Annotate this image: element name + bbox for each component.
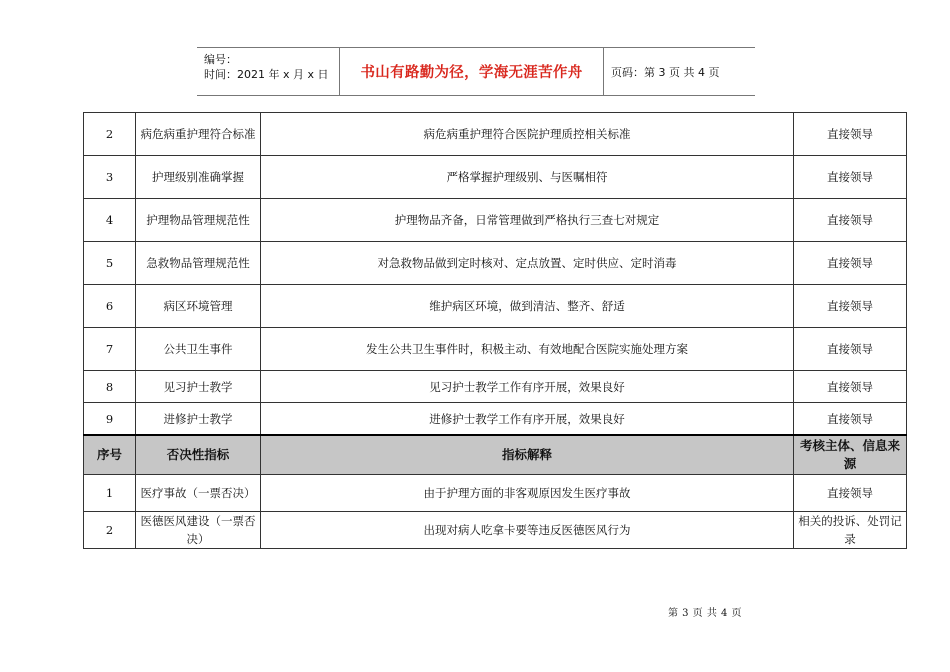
indicator-source: 直接领导	[794, 475, 907, 512]
indicator-name: 病区环境管理	[136, 285, 261, 328]
indicator-name: 公共卫生事件	[136, 328, 261, 371]
indicator-name: 急救物品管理规范性	[136, 242, 261, 285]
indicator-table	[83, 112, 907, 549]
indicator-source: 直接领导	[794, 156, 907, 199]
indicator-name: 护理级别准确掌握	[136, 156, 261, 199]
table-row	[84, 328, 907, 371]
row-number: 4	[84, 199, 136, 242]
indicator-explanation: 病危病重护理符合医院护理质控相关标准	[261, 113, 794, 156]
indicator-source: 直接领导	[794, 328, 907, 371]
indicator-explanation: 严格掌握护理级别、与医嘱相符	[261, 156, 794, 199]
header-name: 否决性指标	[136, 435, 261, 475]
table-row	[84, 403, 907, 436]
row-number: 1	[84, 475, 136, 512]
row-number: 9	[84, 403, 136, 436]
table-row	[84, 285, 907, 328]
time-label: 时间：2021 年 x 月 x 日	[204, 68, 329, 81]
table-row	[84, 512, 907, 549]
indicator-explanation: 见习护士教学工作有序开展，效果良好	[261, 371, 794, 403]
indicator-explanation: 护理物品齐备，日常管理做到严格执行三查七对规定	[261, 199, 794, 242]
row-number: 8	[84, 371, 136, 403]
indicator-source: 直接领导	[794, 285, 907, 328]
indicator-source: 直接领导	[794, 199, 907, 242]
header-no: 序号	[84, 435, 136, 475]
indicator-explanation: 维护病区环境，做到清洁、整齐、舒适	[261, 285, 794, 328]
indicator-name: 医德医风建设（一票否决）	[136, 512, 261, 549]
row-number: 5	[84, 242, 136, 285]
indicator-source: 直接领导	[794, 371, 907, 403]
page-footer	[0, 604, 950, 619]
header-motto: 书山有路勤为径，学海无涯苦作舟	[340, 48, 604, 95]
row-number: 2	[84, 113, 136, 156]
indicator-explanation: 发生公共卫生事件时，积极主动、有效地配合医院实施处理方案	[261, 328, 794, 371]
indicator-source: 相关的投诉、处罚记录	[794, 512, 907, 549]
table-row	[84, 242, 907, 285]
number-label: 编号：	[204, 53, 237, 66]
row-number: 2	[84, 512, 136, 549]
document-header	[197, 47, 755, 96]
indicator-source: 直接领导	[794, 242, 907, 285]
indicator-source: 直接领导	[794, 113, 907, 156]
header-page-info: 页码：第 3 页 共 4 页	[611, 65, 720, 79]
table-row	[84, 113, 907, 156]
indicator-name: 病危病重护理符合标准	[136, 113, 261, 156]
indicator-name: 护理物品管理规范性	[136, 199, 261, 242]
footer-page-number: 第 3 页 共 4 页	[667, 608, 743, 619]
row-number: 6	[84, 285, 136, 328]
indicator-name: 医疗事故（一票否决）	[136, 475, 261, 512]
indicator-explanation: 出现对病人吃拿卡要等违反医德医风行为	[261, 512, 794, 549]
indicator-explanation: 对急救物品做到定时核对、定点放置、定时供应、定时消毒	[261, 242, 794, 285]
table-row	[84, 156, 907, 199]
table-row	[84, 199, 907, 242]
header-meta	[197, 48, 340, 95]
indicator-name: 见习护士教学	[136, 371, 261, 403]
indicator-name: 进修护士教学	[136, 403, 261, 436]
indicator-explanation: 由于护理方面的非客观原因发生医疗事故	[261, 475, 794, 512]
table-row	[84, 475, 907, 512]
header-source: 考核主体、信息来源	[794, 435, 907, 475]
indicator-source: 直接领导	[794, 403, 907, 436]
row-number: 3	[84, 156, 136, 199]
indicator-explanation: 进修护士教学工作有序开展，效果良好	[261, 403, 794, 436]
table-row	[84, 371, 907, 403]
veto-section-header	[84, 435, 907, 475]
header-explanation: 指标解释	[261, 435, 794, 475]
row-number: 7	[84, 328, 136, 371]
